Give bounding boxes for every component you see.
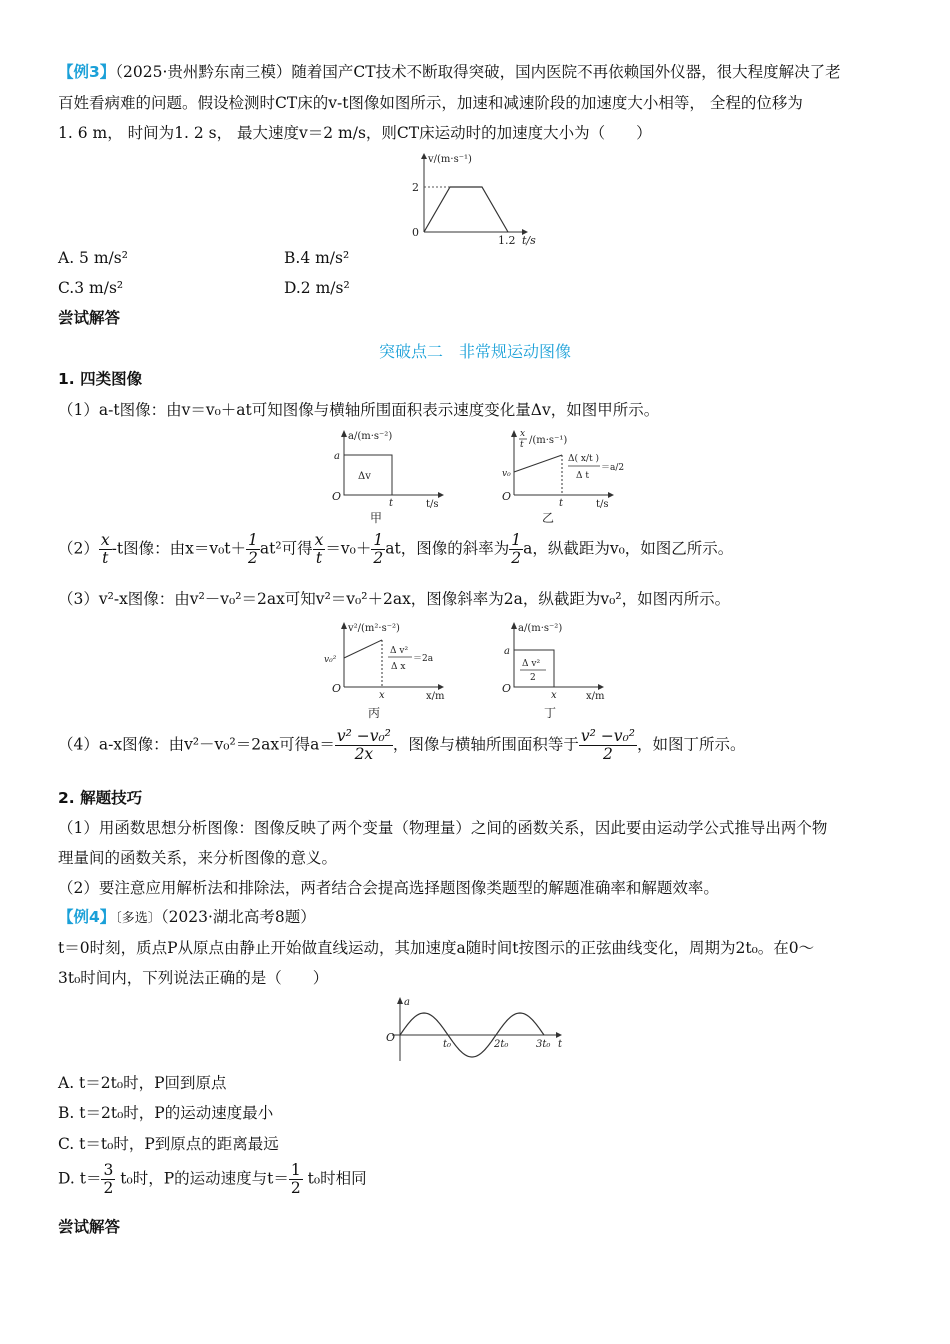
fig-b-caption: 乙 <box>542 511 555 525</box>
frac-half-3: $\frac{1}{2}$ <box>511 531 522 568</box>
ex4-origin: O <box>386 1031 396 1044</box>
p1-item4 <box>58 728 746 763</box>
p2-heading: 2. 解题技巧 <box>58 789 143 807</box>
fig-b-xlabel: t/s <box>596 499 609 510</box>
ex4-tag: 【例4】 <box>58 908 116 926</box>
ex4-multi: 〔多选〕 <box>115 911 161 926</box>
ex4-line1: t＝0时刻，质点P从原点由静止开始做直线运动，其加速度a随时间t按图示的正弦曲线变化，周期为2t₀。在0～ <box>58 939 815 957</box>
fig-b-eq: ＝a/2 <box>601 463 625 473</box>
p1-item3: （3）v²-x图像：由v²－v₀²＝2ax可知v²＝v₀²＋2ax，图像斜率为2a，纵截距为v₀²，如图丙所示。 <box>58 590 731 608</box>
fig-a-origin: O <box>332 490 342 503</box>
fig-c-eq: ＝2a <box>413 654 434 664</box>
fig-c-origin: O <box>332 682 342 695</box>
fig-d-ylabel: a/(m·s⁻²) <box>518 623 563 634</box>
ex3-option-a[interactable]: A. 5 m/s² <box>58 249 128 267</box>
svg-text:Δ t: Δ t <box>576 471 589 481</box>
ex3-option-c[interactable]: C.3 m/s² <box>58 279 124 297</box>
ex3-line3: 1. 6 m， 时间为1. 2 s， 最大速度v＝2 m/s，则CT床运动时的加速度大小为（ ） <box>58 124 652 142</box>
ex3-vt-graph <box>404 150 554 250</box>
fig-c-xlabel: x/m <box>426 691 445 702</box>
p1-item2 <box>58 532 733 567</box>
fig-d-ax-graph <box>500 620 630 720</box>
fig-c-xtick: x <box>379 690 385 701</box>
p2-line3: （2）要注意应用解析法和排除法，两者结合会提高选择题图像类题型的解题准确率和解题效率。 <box>58 879 719 897</box>
svg-text:t: t <box>520 440 524 450</box>
ex4-optd-mid: t₀时，P的运动速度与t＝ <box>115 1169 289 1188</box>
fig-d-ytick: a <box>504 646 510 657</box>
ex3-xlabel: t/s <box>522 234 536 247</box>
fig-a-ylabel: a/(m·s⁻²) <box>348 431 393 442</box>
fig-b-origin: O <box>502 490 512 503</box>
fig-a-xtick: t <box>389 498 394 509</box>
fig-d-origin: O <box>502 682 512 695</box>
p1-item1: （1）a-t图像：由v＝v₀＋at可知图像与横轴所围面积表示速度变化量Δv，如图甲所示。 <box>58 401 660 419</box>
item4-mid: ，图像与横轴所围面积等于 <box>392 735 579 754</box>
ex3-option-d[interactable]: D.2 m/s² <box>284 279 350 297</box>
p1-heading: 1. 四类图像 <box>58 370 143 388</box>
ex4-at-sine-graph <box>382 995 572 1065</box>
frac-item4-b: $\frac{\text{v² −v₀²}}{2}$ <box>580 727 635 764</box>
item4-end: ，如图丁所示。 <box>637 735 746 754</box>
ex3-line1 <box>58 63 841 82</box>
item2-b: ＝v₀＋ <box>325 539 372 558</box>
ex3-line2: 百姓看病难的问题。假设检测时CT床的v-t图像如图所示，加速和减速阶段的加速度大小相等， 全程的位移为 <box>58 94 803 112</box>
svg-text:x: x <box>520 429 526 439</box>
frac-half-1: $\frac{1}{2}$ <box>248 531 258 568</box>
frac-half-2: $\frac{1}{2}$ <box>373 531 384 568</box>
item2-c: at，图像的斜率为 <box>385 539 510 558</box>
frac-3-2: $\frac{3}{2}$ <box>103 1161 114 1198</box>
fig-a-inner: Δv <box>358 471 371 482</box>
p2-line1: （1）用函数思想分析图像：图像反映了两个变量（物理量）之间的函数关系，因此要由运动学公式推导出两个物 <box>58 819 828 837</box>
item4-pre: （4）a-x图像：由v²－v₀²＝2ax可得a＝ <box>58 735 335 754</box>
item2-pre: （2） <box>58 539 99 558</box>
ex3-xtick: 1.2 <box>498 234 516 247</box>
p2-line2: 理量间的函数关系，来分析图像的意义。 <box>58 849 338 867</box>
fig-a-xlabel: t/s <box>426 499 439 510</box>
frac-x-over-t-2: $\frac{x}{t}$ <box>314 531 324 568</box>
ex4-option-b[interactable]: B. t＝2t₀时，P的运动速度最小 <box>58 1104 274 1122</box>
fig-d-xlabel: x/m <box>586 691 605 702</box>
ex3-text1: 随着国产CT技术不断取得突破，国内医院不再依赖国外仪器，很大程度解决了老 <box>291 63 841 81</box>
fig-b-ylabel: /(m·s⁻¹) <box>529 435 568 446</box>
item2-mid: -t图像：由x＝v₀t＋ <box>111 539 247 558</box>
ex4-option-d[interactable] <box>58 1162 367 1197</box>
svg-text:Δ v²: Δ v² <box>390 646 409 656</box>
ex4-t3: 3t₀ <box>536 1039 551 1050</box>
item2-d: a，纵截距为v₀，如图乙所示。 <box>523 539 734 558</box>
ex3-ytick: 2 <box>412 181 419 194</box>
ex3-tag: 【例3】 <box>58 63 116 81</box>
ex4-option-a[interactable]: A. t＝2t₀时，P回到原点 <box>58 1074 227 1092</box>
fig-a-caption: 甲 <box>370 511 383 525</box>
fig-c-caption: 丙 <box>368 706 381 720</box>
frac-item4-a: $\frac{\text{v² −v₀²}}{2x}$ <box>336 727 391 764</box>
ex4-line2: 3t₀时间内，下列说法正确的是（ ） <box>58 969 329 987</box>
fig-d-xtick: x <box>551 690 557 701</box>
ex4-source: （2023·湖北高考8题） <box>160 908 316 926</box>
ex3-ylabel: v/(m·s⁻¹) <box>428 154 472 165</box>
ex3-option-b[interactable]: B.4 m/s² <box>284 249 350 267</box>
item2-a: at²可得 <box>259 539 313 558</box>
fig-b-y0: v₀ <box>502 469 511 479</box>
svg-text:Δ( x/t ): Δ( x/t ) <box>568 454 599 464</box>
svg-text:2: 2 <box>530 673 536 683</box>
fig-c-y0: v₀² <box>324 655 337 665</box>
ex3-try-answer: 尝试解答 <box>58 309 121 327</box>
svg-text:Δ v²: Δ v² <box>522 659 541 669</box>
section-title: 突破点二 非常规运动图像 <box>378 342 571 361</box>
fig-b-xtick: t <box>559 498 564 509</box>
ex3-source: （2025·贵州黔东南三模） <box>115 63 292 81</box>
ex4-t2: 2t₀ <box>494 1039 509 1050</box>
ex4-option-c[interactable]: C. t＝t₀时，P到原点的距离最远 <box>58 1135 279 1153</box>
fig-c-ylabel: v²/(m²·s⁻²) <box>348 623 400 634</box>
ex4-header <box>58 908 316 927</box>
fig-a-ytick: a <box>334 451 340 462</box>
ex3-origin: 0 <box>412 226 419 239</box>
fig-b-xt-t-graph <box>500 428 640 528</box>
ex4-xlabel: t <box>558 1039 563 1050</box>
ex4-optd-pre: D. t＝ <box>58 1169 102 1188</box>
ex4-t1: t₀ <box>443 1039 452 1050</box>
svg-text:Δ x: Δ x <box>391 662 406 672</box>
frac-1-2: $\frac{1}{2}$ <box>290 1161 301 1198</box>
fig-a-at-graph <box>330 428 460 528</box>
ex4-ylabel: a <box>404 997 410 1008</box>
fig-d-caption: 丁 <box>544 706 557 720</box>
ex4-try-answer: 尝试解答 <box>58 1218 121 1236</box>
frac-x-over-t: $\frac{x}{t}$ <box>100 531 110 568</box>
fig-c-v2x-graph <box>320 620 460 720</box>
ex4-optd-end: t₀时相同 <box>302 1169 367 1188</box>
